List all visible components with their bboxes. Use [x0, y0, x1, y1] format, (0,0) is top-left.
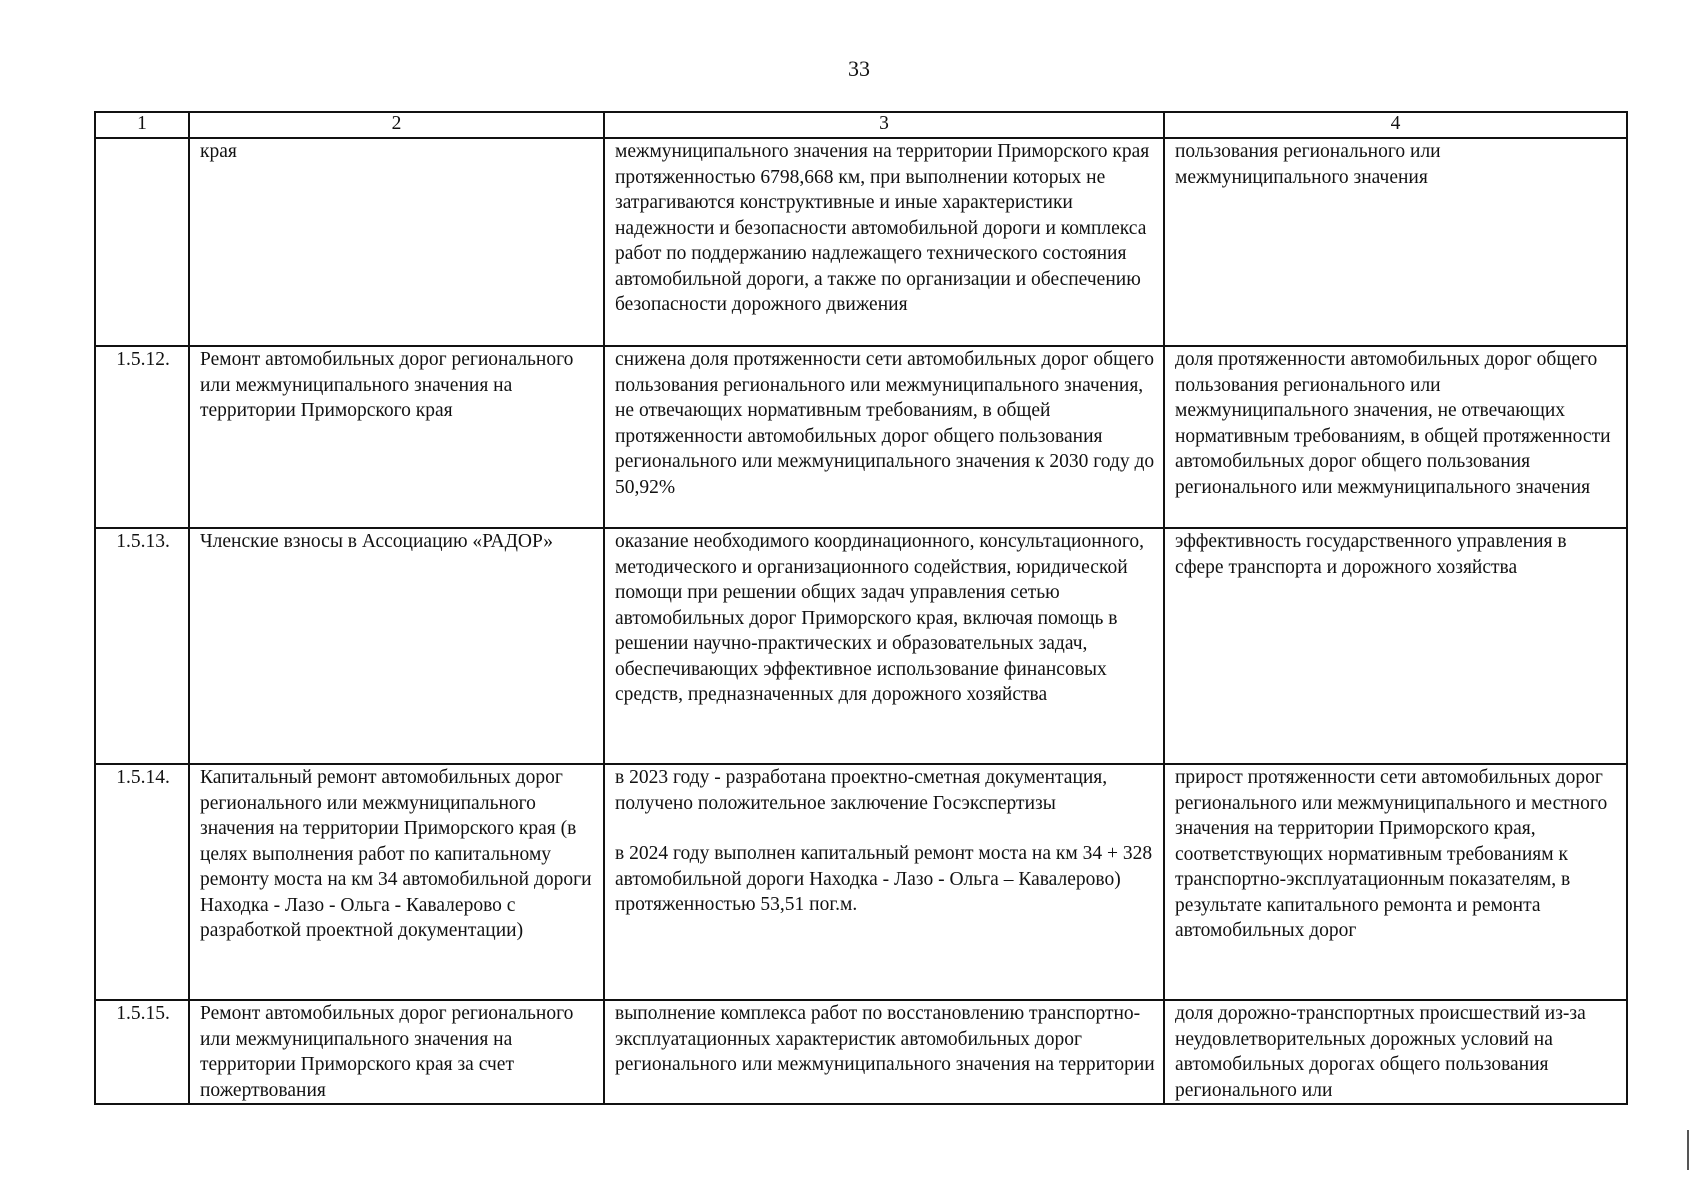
measure-name: края	[189, 138, 604, 346]
indicator: прирост протяженности сети автомобильных дорог регионального или межмуниципального и местного значения на территории Приморского края, соответствующих нормативным требованиям к транспортно-эксплуатационным показателям, в результате капитального ремонта и ремонта автомобильных дорог	[1164, 764, 1627, 1000]
indicator: эффективность государственного управления в сфере транспорта и дорожного хозяйства	[1164, 528, 1627, 764]
row-number: 1.5.12.	[95, 346, 189, 528]
row-number: 1.5.13.	[95, 528, 189, 764]
page-number: 33	[848, 56, 870, 81]
table-row	[95, 1000, 1627, 1104]
row-number: 1.5.14.	[95, 764, 189, 1000]
document-table	[94, 111, 1628, 1105]
table-row	[95, 764, 1627, 1000]
expected-result	[604, 764, 1164, 1000]
column-header: 4	[1164, 112, 1627, 138]
measure-name: Капитальный ремонт автомобильных дорог регионального или межмуниципального значения на территории Приморского края (в целях выполнения работ по капитальному ремонту моста на км 34 автомобильной дороги Находка - Лазо - Ольга - Кавалерово с разработкой проектной документации)	[189, 764, 604, 1000]
row-number	[95, 138, 189, 346]
result-paragraph: в 2023 году - разработана проектно-сметная документация, получено положительное заключение Госэкспертизы	[615, 767, 1108, 814]
indicator: пользования регионального или межмуниципального значения	[1164, 138, 1627, 346]
row-number: 1.5.15.	[95, 1000, 189, 1104]
column-header: 1	[95, 112, 189, 138]
paragraph-gap	[615, 816, 1155, 841]
measure-name: Ремонт автомобильных дорог регионального или межмуниципального значения на территории Приморского края	[189, 346, 604, 528]
measure-name: Членские взносы в Ассоциацию «РАДОР»	[189, 528, 604, 764]
measure-name: Ремонт автомобильных дорог регионального или межмуниципального значения на территории Приморского края за счет пожертвования	[189, 1000, 604, 1104]
table-header-row	[95, 112, 1627, 138]
table-row	[95, 138, 1627, 346]
result-paragraph: в 2024 году выполнен капитальный ремонт моста на км 34 + 328 автомобильной дороги Находка - Лазо - Ольга – Кавалерово) протяженностью 53,51 пог.м.	[615, 843, 1153, 915]
expected-result: межмуниципального значения на территории Приморского края протяженностью 6798,668 км, при выполнении которых не затрагиваются конструктивные и иные характеристики надежности и безопасности автомобильной дороги и комплекса работ по поддержанию надлежащего технического состояния автомобильной дороги, а также по организации и обеспечению безопасности дорожного движения	[604, 138, 1164, 346]
indicator: доля протяженности автомобильных дорог общего пользования регионального или межмуниципального значения, не отвечающих нормативным требованиям, в общей протяженности автомобильных дорог общего пользования регионального или межмуниципального значения	[1164, 346, 1627, 528]
table-row	[95, 346, 1627, 528]
table-row	[95, 528, 1627, 764]
expected-result: снижена доля протяженности сети автомобильных дорог общего пользования регионального или межмуниципального значения, не отвечающих нормативным требованиям, в общей протяженности автомобильных дорог общего пользования регионального или межмуниципального значения к 2030 году до 50,92%	[604, 346, 1164, 528]
expected-result: оказание необходимого координационного, консультационного, методического и организационного содействия, юридической помощи при решении общих задач управления сетью автомобильных дорог Приморского края, включая помощь в решении научно-практических и образовательных задач, обеспечивающих эффективное использование финансовых средств, предназначенных для дорожного хозяйства	[604, 528, 1164, 764]
indicator: доля дорожно-транспортных происшествий из-за неудовлетворительных дорожных условий на автомобильных дорогах общего пользования регионального или	[1164, 1000, 1627, 1104]
column-header: 2	[189, 112, 604, 138]
expected-result: выполнение комплекса работ по восстановлению транспортно-эксплуатационных характеристик автомобильных дорог регионального или межмуниципального значения на территории	[604, 1000, 1164, 1104]
column-header: 3	[604, 112, 1164, 138]
